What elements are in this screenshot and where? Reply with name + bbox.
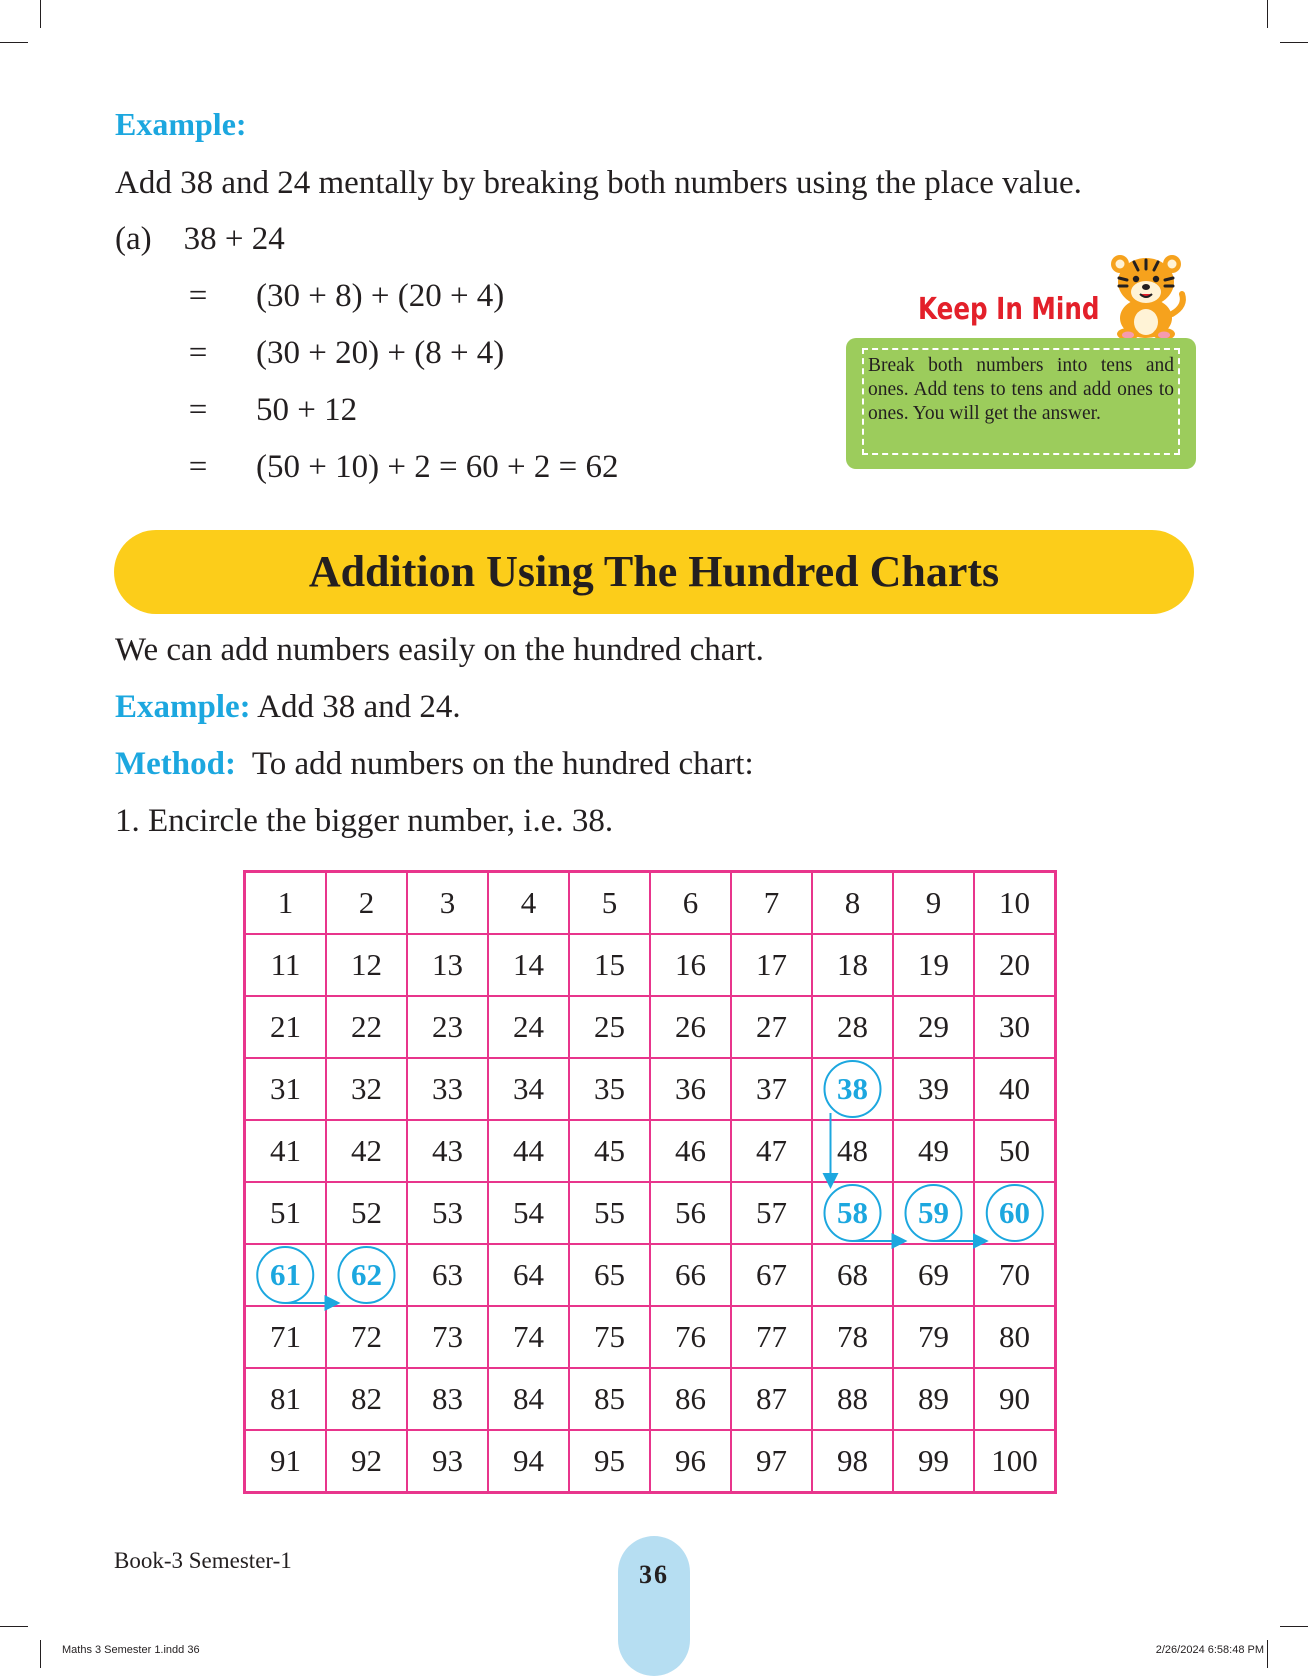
chart-row bbox=[245, 1430, 1056, 1493]
chart-cell: 64 bbox=[488, 1244, 569, 1306]
chart-cell: 26 bbox=[650, 996, 731, 1058]
chart-cell: 75 bbox=[569, 1306, 650, 1368]
print-slug-left: Maths 3 Semester 1.indd 36 bbox=[62, 1644, 200, 1656]
chart-row bbox=[245, 1244, 1056, 1306]
book-label: Book-3 Semester-1 bbox=[114, 1548, 292, 1573]
chart-cell: 9 bbox=[893, 872, 974, 935]
chart-cell: 89 bbox=[893, 1368, 974, 1430]
crop-mark bbox=[40, 0, 41, 28]
section-banner: Addition Using The Hundred Charts bbox=[114, 530, 1194, 614]
chart-cell: 72 bbox=[326, 1306, 407, 1368]
chart-cell: 18 bbox=[812, 934, 893, 996]
chart-cell: 73 bbox=[407, 1306, 488, 1368]
chart-cell: 22 bbox=[326, 996, 407, 1058]
chart-cell: 90 bbox=[974, 1368, 1056, 1430]
print-slug-right: 2/26/2024 6:58:48 PM bbox=[1155, 1644, 1264, 1656]
chart-cell: 4 bbox=[488, 872, 569, 935]
method-label: Method: bbox=[115, 746, 236, 782]
step-row bbox=[183, 333, 783, 373]
chart-cell: 28 bbox=[812, 996, 893, 1058]
chart-cell: 46 bbox=[650, 1120, 731, 1182]
chart-cell: 39 bbox=[893, 1058, 974, 1120]
method-line bbox=[115, 744, 754, 784]
chart-cell: 57 bbox=[731, 1182, 812, 1244]
chart-cell: 43 bbox=[407, 1120, 488, 1182]
keep-in-mind-note bbox=[846, 338, 1196, 469]
example-instruction: Add 38 and 24 mentally by breaking both numbers using the place value. bbox=[115, 165, 1082, 201]
chart-cell: 32 bbox=[326, 1058, 407, 1120]
chart-cell-circled: 59 bbox=[893, 1182, 974, 1244]
crop-mark bbox=[0, 1626, 28, 1627]
chart-cell: 74 bbox=[488, 1306, 569, 1368]
page-number: 36 bbox=[639, 1560, 669, 1589]
chart-row bbox=[245, 1120, 1056, 1182]
chart-cell: 29 bbox=[893, 996, 974, 1058]
chart-cell: 34 bbox=[488, 1058, 569, 1120]
chart-cell: 44 bbox=[488, 1120, 569, 1182]
chart-cell: 71 bbox=[245, 1306, 327, 1368]
chart-cell: 10 bbox=[974, 872, 1056, 935]
chart-cell: 55 bbox=[569, 1182, 650, 1244]
equals-sign: = bbox=[188, 449, 208, 485]
chart-cell: 41 bbox=[245, 1120, 327, 1182]
chart-cell: 97 bbox=[731, 1430, 812, 1493]
part-label: (a) bbox=[115, 221, 152, 257]
part-a bbox=[115, 219, 285, 259]
chart-cell: 78 bbox=[812, 1306, 893, 1368]
crop-mark bbox=[1267, 1640, 1268, 1668]
chart-cell: 95 bbox=[569, 1430, 650, 1493]
chart-cell: 100 bbox=[974, 1430, 1056, 1493]
equals-sign: = bbox=[188, 278, 208, 314]
chart-cell: 87 bbox=[731, 1368, 812, 1430]
chart-cell: 15 bbox=[569, 934, 650, 996]
chart-cell: 37 bbox=[731, 1058, 812, 1120]
equals-sign: = bbox=[188, 392, 208, 428]
chart-cell: 63 bbox=[407, 1244, 488, 1306]
chart-cell: 12 bbox=[326, 934, 407, 996]
chart-cell: 16 bbox=[650, 934, 731, 996]
chart-cell: 23 bbox=[407, 996, 488, 1058]
chart-cell: 17 bbox=[731, 934, 812, 996]
chart-cell: 91 bbox=[245, 1430, 327, 1493]
chart-cell: 80 bbox=[974, 1306, 1056, 1368]
chart-cell: 1 bbox=[245, 872, 327, 935]
step-row bbox=[183, 390, 783, 430]
chart-cell: 25 bbox=[569, 996, 650, 1058]
chart-cell: 50 bbox=[974, 1120, 1056, 1182]
chart-cell: 96 bbox=[650, 1430, 731, 1493]
chart-cell: 27 bbox=[731, 996, 812, 1058]
crop-mark bbox=[1280, 42, 1308, 43]
chart-cell: 77 bbox=[731, 1306, 812, 1368]
chart-cell: 83 bbox=[407, 1368, 488, 1430]
chart-cell-circled: 38 bbox=[812, 1058, 893, 1120]
chart-cell: 82 bbox=[326, 1368, 407, 1430]
chart-cell: 30 bbox=[974, 996, 1056, 1058]
chart-cell: 33 bbox=[407, 1058, 488, 1120]
chart-cell: 79 bbox=[893, 1306, 974, 1368]
chart-cell: 98 bbox=[812, 1430, 893, 1493]
chart-cell: 66 bbox=[650, 1244, 731, 1306]
chart-cell: 19 bbox=[893, 934, 974, 996]
chart-cell: 49 bbox=[893, 1120, 974, 1182]
chart-row bbox=[245, 1058, 1056, 1120]
chart-cell: 94 bbox=[488, 1430, 569, 1493]
chart-cell: 54 bbox=[488, 1182, 569, 1244]
chart-cell-circled: 58 bbox=[812, 1182, 893, 1244]
chart-example-label: Example: bbox=[115, 689, 251, 725]
chart-cell: 52 bbox=[326, 1182, 407, 1244]
chart-cell-circled: 60 bbox=[974, 1182, 1056, 1244]
chart-cell: 51 bbox=[245, 1182, 327, 1244]
chart-cell: 21 bbox=[245, 996, 327, 1058]
chart-cell: 20 bbox=[974, 934, 1056, 996]
chart-cell: 8 bbox=[812, 872, 893, 935]
chart-cell: 11 bbox=[245, 934, 327, 996]
chart-cell: 7 bbox=[731, 872, 812, 935]
chart-cell: 92 bbox=[326, 1430, 407, 1493]
step-expression: (50 + 10) + 2 = 60 + 2 = 62 bbox=[256, 449, 619, 485]
chart-example-text: Add 38 and 24. bbox=[257, 689, 461, 725]
chart-cell: 6 bbox=[650, 872, 731, 935]
keep-in-mind-text: Break both numbers into tens and ones. Add tens to tens and add ones to ones. You will get the answer. bbox=[862, 348, 1180, 455]
chart-cell: 76 bbox=[650, 1306, 731, 1368]
chart-cell: 56 bbox=[650, 1182, 731, 1244]
chart-cell: 35 bbox=[569, 1058, 650, 1120]
chart-cell: 84 bbox=[488, 1368, 569, 1430]
chart-cell: 93 bbox=[407, 1430, 488, 1493]
chart-cell: 53 bbox=[407, 1182, 488, 1244]
crop-mark bbox=[0, 42, 28, 43]
part-expression: 38 + 24 bbox=[183, 221, 285, 257]
chart-cell: 88 bbox=[812, 1368, 893, 1430]
chart-cell: 86 bbox=[650, 1368, 731, 1430]
chart-cell: 69 bbox=[893, 1244, 974, 1306]
chart-cell: 99 bbox=[893, 1430, 974, 1493]
chart-cell: 2 bbox=[326, 872, 407, 935]
page-number-tab bbox=[618, 1536, 690, 1676]
chart-intro: We can add numbers easily on the hundred chart. bbox=[115, 632, 764, 668]
step-expression: (30 + 8) + (20 + 4) bbox=[256, 278, 505, 314]
chart-row bbox=[245, 872, 1056, 935]
step-row bbox=[183, 276, 783, 316]
chart-cell: 5 bbox=[569, 872, 650, 935]
hundred-chart bbox=[243, 870, 1057, 1494]
chart-cell: 42 bbox=[326, 1120, 407, 1182]
step-row bbox=[183, 447, 783, 487]
chart-row bbox=[245, 1182, 1056, 1244]
keep-in-mind-title: Keep In Mind bbox=[918, 292, 1100, 327]
chart-cell: 68 bbox=[812, 1244, 893, 1306]
chart-row bbox=[245, 996, 1056, 1058]
chart-cell: 3 bbox=[407, 872, 488, 935]
crop-mark bbox=[1267, 0, 1268, 28]
chart-cell: 31 bbox=[245, 1058, 327, 1120]
chart-cell-circled: 62 bbox=[326, 1244, 407, 1306]
chart-row bbox=[245, 1368, 1056, 1430]
tiger-mascot-icon bbox=[1100, 248, 1192, 340]
chart-cell: 67 bbox=[731, 1244, 812, 1306]
chart-cell: 81 bbox=[245, 1368, 327, 1430]
chart-cell: 24 bbox=[488, 996, 569, 1058]
step-expression: (30 + 20) + (8 + 4) bbox=[256, 335, 505, 371]
chart-cell: 13 bbox=[407, 934, 488, 996]
step-one: 1. Encircle the bigger number, i.e. 38. bbox=[115, 803, 614, 839]
chart-row bbox=[245, 934, 1056, 996]
example-label: Example: bbox=[115, 106, 247, 142]
chart-cell-circled: 61 bbox=[245, 1244, 327, 1306]
chart-cell: 85 bbox=[569, 1368, 650, 1430]
chart-cell: 45 bbox=[569, 1120, 650, 1182]
chart-cell: 47 bbox=[731, 1120, 812, 1182]
crop-mark bbox=[1280, 1626, 1308, 1627]
chart-cell: 36 bbox=[650, 1058, 731, 1120]
equals-sign: = bbox=[188, 335, 208, 371]
chart-example bbox=[115, 687, 461, 727]
chart-cell: 65 bbox=[569, 1244, 650, 1306]
step-expression: 50 + 12 bbox=[256, 392, 358, 428]
chart-cell: 48 bbox=[812, 1120, 893, 1182]
method-text: To add numbers on the hundred chart: bbox=[251, 746, 754, 782]
chart-cell: 14 bbox=[488, 934, 569, 996]
chart-cell: 70 bbox=[974, 1244, 1056, 1306]
chart-row bbox=[245, 1306, 1056, 1368]
crop-mark bbox=[40, 1640, 41, 1668]
chart-cell: 40 bbox=[974, 1058, 1056, 1120]
